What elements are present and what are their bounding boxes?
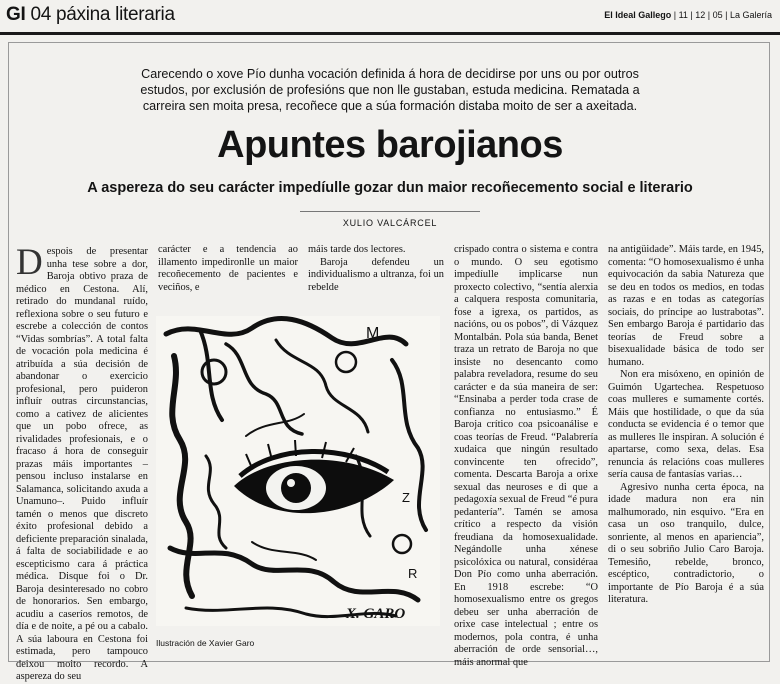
header-rule [0, 32, 780, 35]
section-label [6, 4, 175, 26]
drop-cap: D [16, 242, 43, 283]
artist-signature: X. GARO [346, 606, 406, 622]
column-5-text-2: Non era misóxeno, en opinión de Guimón Ugartechea. Respetuoso coas mulleres e sumamente cortés. Máis que hostilidade, o que da súa conducta se evidencia é o temor que as mulleres lle inspiran. A solución é apartarse, como sexa, delas. Esa renuncia ás relacións coas mulleres sería causa de fantasías varias… [608, 369, 764, 480]
article-title: Apuntes barojianos [217, 124, 563, 166]
illustration-caption: Ilustración de Xavier Garo [156, 638, 255, 648]
svg-text:R: R [408, 566, 418, 581]
column-3-text-2: Baroja defendeu un individualismo a ultranza, foi un rebelde [308, 256, 444, 293]
column-3-text-1: máis tarde dos lectores. [308, 244, 406, 255]
text-column-5 [608, 244, 764, 607]
supplement-name: La Galería [729, 10, 772, 20]
eye-drawing [156, 316, 440, 626]
column-2-text: carácter e a tendencia ao illamento impedironlle un maior recoñecemento de pacientes e veciños, e [158, 244, 298, 293]
page-header [0, 0, 780, 32]
column-4-text: crispado contra o sistema e contra o mundo. O seu egotismo impedíulle implicarse nun proxecto colectivo, “sentía alerxia a calquera resposta comunitaria, fose a igrexa, os partidos, as nacións, ou os pobos”, di Vázquez Montalbán. Pola súa banda, Benet traza un retrato de Baroja no que insiste no desencanto como palabra reveladora, resume do seu carácter e da súa maneira de ser: “Ensinaba a perder toda crase de confianza no entusiasmo.” É Baroja crítico coa psicoanálise e coas teorías de Freud. “Palabrería xudaica que ningún resultado convincente ten ofrecido”, comenta. Descarta Baroja a orixe sexual das neuroses e di que a pedagoxía sexual de Freud “é pura pedantería”. Tamén se amosa crítico a respecto da visión freudiana da homosexualidade. Negándolle unha xénese psicolóxica ou natural, considéraa Don Pío como unha aberración. En 1918 escrebe: “O homosexualismo entre os gregos debeu ser unha aberración de orixe case intelectual ; entre os modernos, pola contra, é unha aberración de orde sensorial…, máis anormal que [454, 244, 598, 668]
issue-date: 11 | 12 | 05 [678, 10, 723, 20]
svg-text:M: M [366, 325, 380, 342]
byline-rule [300, 211, 480, 212]
column-5-text-1: na antigüidade”. Máis tarde, en 1945, comenta: “O homosexualismo é unha equivocación da sabia Natureza que se deu en todos os medios, en todas as razas e en todas as categorías sociais, do príncipe ao lustrabotas”. Sen embargo Baroja é partidario das teorías de Freud sobre a bisexualidade básica de todo ser humano. [608, 244, 764, 368]
author-byline: XULIO VALCÁRCEL [342, 218, 438, 228]
column-1-text: espois de presentar unha tese sobre a dor, Baroja obtivo praza de médico en Cestona. Alí, retirado do mundanal ruído, reflexiona sobre o seu futuro e escrebe a colección de contos “Vidas sombrías”. A total falta de vocación pola medicina é atribuída a súa decisión de abandonar o exercicio profesional, pero puideron influír outras circunstancias, como a cativez de alicientes que un pobo ofrece, as rivalidades profesionais, e o fracaso á hora de conseguir prazas máis importantes –pensou incluso instalarse en Salamanca, solicitando axuda a Unamuno–. Puido influír tamén o menos que discreto éxito profesional debido a deficiente preparación sinalada, á falta de sociabilidade e ao escepticismo cara á práctica médica. Disque foi o Dr. Baroja desinteresado no cobro de honorarios. Sen embargo, acudiu a caseríos remotos, de día e de noite, a pé ou a cabalo. A súa laboura en Cestona foi estimada, pero tampouco deixou moito recordo. A aspereza do seu [16, 246, 148, 682]
section-name: páxina literaria [55, 4, 175, 25]
svg-text:Z: Z [402, 490, 410, 505]
text-column-3 [308, 244, 444, 294]
newspaper-name: El Ideal Gallego [604, 10, 672, 20]
section-number: 04 [30, 4, 51, 25]
text-column-2 [158, 244, 298, 294]
text-column-4 [454, 244, 598, 669]
article-subtitle: A aspereza do seu carácter impedíulle gozar dun maior recoñecemento social e literario [87, 180, 693, 196]
section-code: GI [6, 4, 26, 25]
masthead: El Ideal Gallego | 11 | 12 | 05 | La Galería [604, 10, 772, 20]
text-column-1 [16, 242, 148, 684]
column-5-text-3: Agresivo nunha certa época, na idade madura non era nin malhumorado, nin esquivo. “Era en casa un oso tranquilo, dulce, sonriente, al menos en apariencia”, di o seu sobriño Julio Caro Baroja. Temesiño, rebelde, bronco, escéptico, contradictorio, o importante de Pío Baroja é a súa literatura. [608, 481, 764, 605]
article-lead: Carecendo o xove Pío dunha vocación definida á hora de decidirse por uns ou por outros estudos, por exclusión de profesións que non lle gustaban, estuda medicina. Rematada a carreira sen moita presa, recoñece que a súa formación distaba moito de ser a axeitada. [140, 67, 640, 113]
illustration [156, 316, 440, 626]
